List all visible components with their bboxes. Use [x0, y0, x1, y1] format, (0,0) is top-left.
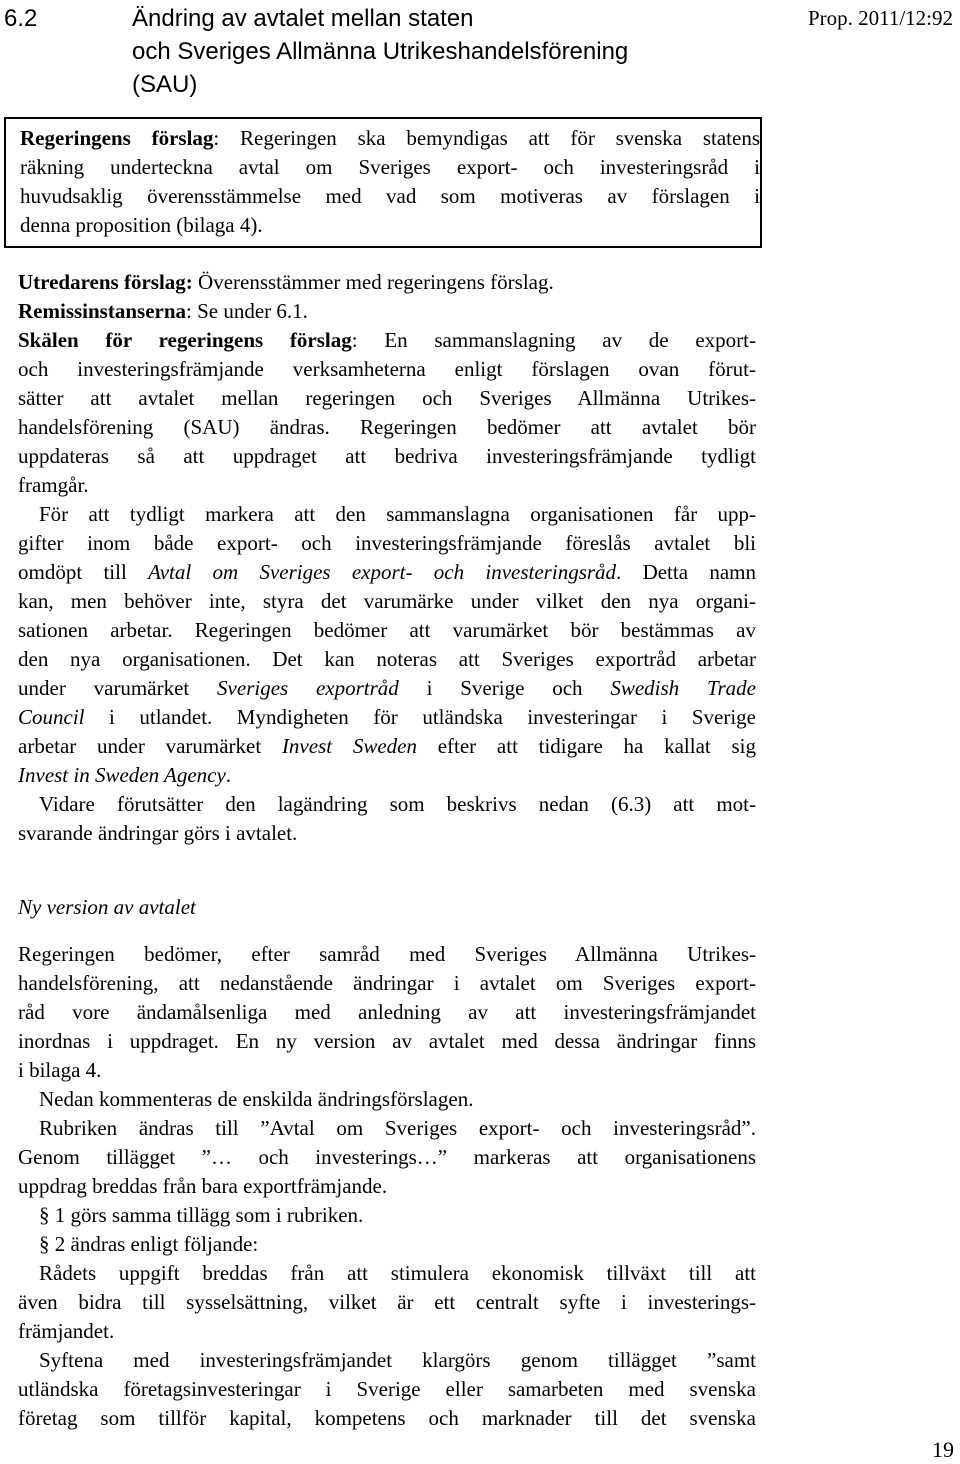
paragraph-line: § 2 ändras enligt följande:	[39, 1232, 259, 1256]
proposition-reference: Prop. 2011/12:92	[807, 6, 953, 30]
paragraph-line: inordnas i uppdraget. En ny version av avtalet med dessa ändringar finns	[18, 1029, 756, 1053]
paragraph-line	[18, 761, 756, 790]
section-title	[132, 2, 712, 101]
agreement-name-italic: Avtal om Sveriges export- och investeringsråd	[148, 560, 617, 584]
paragraph-line: utländska företagsinvesteringar i Sverige eller samarbeten med svenska	[18, 1377, 756, 1401]
paragraph-line: främjandet.	[18, 1319, 115, 1343]
reasons-label: Skälen för regeringens förslag	[18, 328, 352, 352]
reasons-line	[18, 326, 756, 355]
proposal-line	[20, 124, 760, 153]
paragraph-line: även bidra till sysselsättning, vilket är ett centralt syfte i investerings-	[18, 1290, 756, 1314]
text-span: .	[225, 763, 232, 787]
government-proposal-box	[4, 117, 762, 248]
text-span: i utlandet. Myndigheten för utländska investeringar i Sverige	[84, 705, 756, 729]
paragraph-line: Rubriken ändras till ”Avtal om Sveriges export- och investeringsråd”.	[39, 1116, 756, 1140]
paragraph-line: den nya organisationen. Det kan noteras att Sveriges exportråd arbetar	[18, 647, 756, 671]
investigator-text: Överensstämmer med regeringens förslag.	[192, 270, 554, 294]
investigator-proposal	[18, 268, 756, 848]
paragraph-line: Nedan kommenteras de enskilda ändringsförslagen.	[39, 1087, 474, 1111]
proposal-line: denna proposition (bilaga 4).	[20, 213, 263, 237]
section-title-line: och Sveriges Allmänna Utrikeshandelsförening	[132, 38, 629, 65]
paragraph-line: Genom tillägget ”… och investerings…” markeras att organisationens	[18, 1145, 756, 1169]
referral-label: Remissinstanserna	[18, 299, 187, 323]
reasons-line: sätter att avtalet mellan regeringen och Sveriges Allmänna Utrikes-	[18, 386, 756, 410]
paragraph-line: råd vore ändamålsenliga med anledning av att investeringsfrämjandet	[18, 1000, 756, 1024]
paragraph-line: svarande ändringar görs i avtalet.	[18, 821, 298, 845]
investigator-line	[18, 268, 756, 297]
paragraph-line: För att tydligt markera att den sammanslagna organisationen får upp-	[39, 502, 756, 526]
paragraph-line: handelsförening, att nedanstående ändringar i avtalet om Sveriges export-	[18, 971, 756, 995]
paragraph-line: Syftena med investeringsfrämjandet klargörs genom tillägget ”samt	[39, 1348, 756, 1372]
proposal-label: Regeringens förslag	[20, 126, 214, 150]
paragraph-line: sationen arbetar. Regeringen bedömer att varumärket bör bestämmas av	[18, 618, 756, 642]
reasons-line: uppdateras så att uppdraget att bedriva investeringsfrämjande tydligt	[18, 444, 756, 468]
paragraph-line: gifter inom både export- och investeringsfrämjande föreslås avtalet bli	[18, 531, 756, 555]
section-number: 6.2	[4, 5, 38, 32]
paragraph-line: § 1 görs samma tillägg som i rubriken.	[39, 1203, 364, 1227]
text-span: omdöpt till	[18, 560, 149, 584]
reasons-line: framgår.	[18, 473, 89, 497]
brand-name-italic: Invest Sweden	[281, 734, 417, 758]
paragraph-line	[18, 674, 756, 703]
reasons-line: handelsförening (SAU) ändras. Regeringen bedömer att avtalet bör	[18, 415, 756, 439]
paragraph-line: företag som tillför kapital, kompetens och marknader till det svenska	[18, 1406, 756, 1430]
paragraph-line	[18, 732, 756, 761]
brand-name-italic: Swedish Trade	[610, 676, 756, 700]
text-span: under varumärket	[18, 676, 218, 700]
paragraph-line: Vidare förutsätter den lagändring som beskrivs nedan (6.3) att mot-	[39, 792, 756, 816]
text-span: i Sverige och	[398, 676, 611, 700]
paragraph-line: uppdrag breddas från bara exportfrämjande.	[18, 1174, 388, 1198]
paragraph-line	[18, 703, 756, 732]
brand-name-italic: Council	[18, 705, 85, 729]
referral-line	[18, 297, 756, 326]
paragraph-line: i bilaga 4.	[18, 1058, 102, 1082]
proposal-text: : Regeringen ska bemyndigas att för svenska statens	[213, 126, 760, 150]
brand-name-italic: Sveriges exportråd	[217, 676, 399, 700]
subheading-new-version: Ny version av avtalet	[18, 895, 196, 919]
proposal-line: räkning underteckna avtal om Sveriges export- och investeringsråd i	[20, 155, 760, 179]
new-version-section	[18, 940, 756, 1433]
text-span: efter att tidigare ha kallat sig	[416, 734, 756, 758]
paragraph-line	[18, 558, 756, 587]
paragraph-line: kan, men behöver inte, styra det varumärke under vilket den nya organi-	[18, 589, 756, 613]
text-span: . Detta namn	[616, 560, 756, 584]
section-title-line: Ändring av avtalet mellan staten	[132, 5, 474, 32]
section-title-line: (SAU)	[132, 71, 198, 98]
referral-text: : Se under 6.1.	[186, 299, 308, 323]
reasons-text: : En sammanslagning av de export-	[351, 328, 757, 352]
brand-name-italic: Invest in Sweden Agency	[18, 763, 226, 787]
text-span: arbetar under varumärket	[18, 734, 282, 758]
paragraph-line: Regeringen bedömer, efter samråd med Sveriges Allmänna Utrikes-	[18, 942, 756, 966]
proposal-line: huvudsaklig överensstämmelse med vad som motiveras av förslagen i	[20, 184, 760, 208]
investigator-label: Utredarens förslag:	[18, 270, 193, 294]
reasons-line: och investeringsfrämjande verksamheterna enligt förslagen ovan förut-	[18, 357, 756, 381]
page-number: 19	[932, 1437, 954, 1462]
paragraph-line: Rådets uppgift breddas från att stimulera ekonomisk tillväxt till att	[39, 1261, 756, 1285]
